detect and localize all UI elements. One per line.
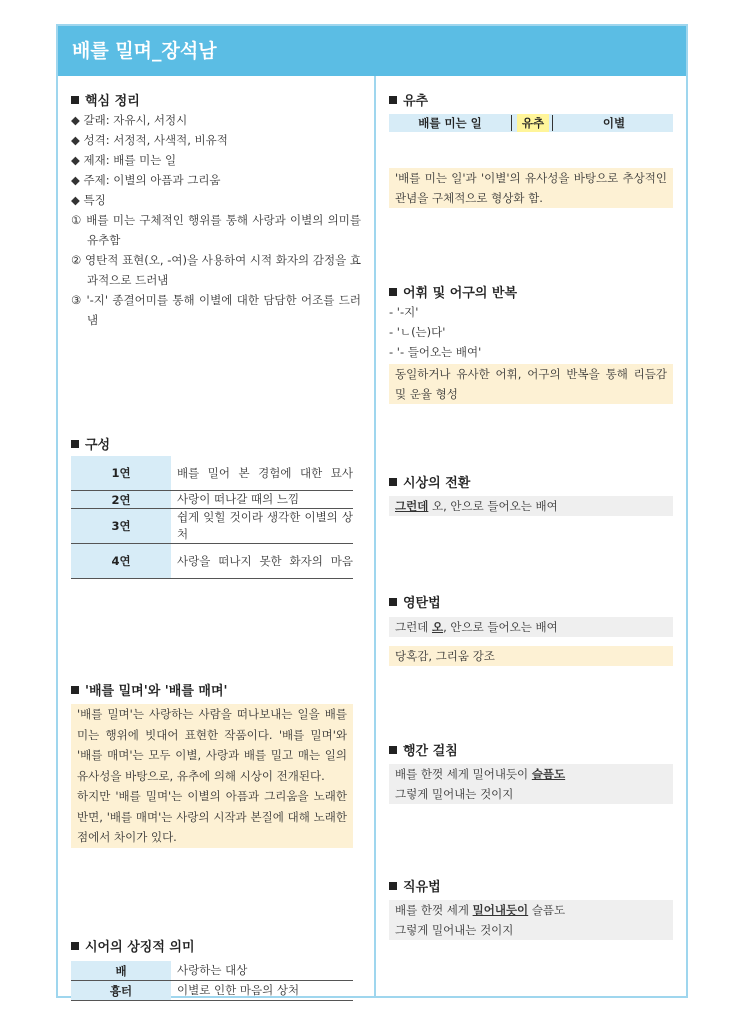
page-title: 배를 밀며_장석남 xyxy=(58,26,686,76)
table-key: 1연 xyxy=(71,456,171,491)
enjamb-keyword: 슬픔도 xyxy=(531,767,566,781)
compare-heading: '배를 밀며'와 '배를 매며' xyxy=(71,680,228,699)
compare-text-2: 하지만 '배를 밀며'는 이별의 아픔과 그리움을 노래한 반면, '배를 매며'는 사랑의 시작과 본질에 대해 노래한 점에서 차이가 있다. xyxy=(77,789,347,844)
square-bullet-icon xyxy=(389,478,397,486)
square-bullet-icon xyxy=(71,686,79,694)
analogy-bar xyxy=(389,114,673,132)
simile-line-1: 배를 한껏 세게 밀어내듯이 슬픔도 xyxy=(395,903,566,917)
core-item: ◆ 특징 xyxy=(71,193,106,207)
analogy-separator xyxy=(511,115,512,131)
shift-heading: 시상의 전환 xyxy=(389,472,470,491)
simile-heading: 직유법 xyxy=(389,876,441,895)
feature-item: ① 배를 미는 구체적인 행위를 통해 사랑과 이별의 의미를 유추함 xyxy=(71,213,361,247)
table-row xyxy=(71,456,353,491)
analogy-left: 배를 미는 일 xyxy=(418,116,482,130)
analogy-separator xyxy=(552,115,553,131)
core-item: ◆ 주제: 이별의 아픔과 그리움 xyxy=(71,173,221,187)
table-key: 흉터 xyxy=(71,981,171,1001)
page-frame xyxy=(56,24,688,998)
square-bullet-icon xyxy=(71,96,79,104)
enjamb-line-2: 그렇게 밀어내는 것이지 xyxy=(395,787,514,801)
exclaim-heading: 영탄법 xyxy=(389,592,441,611)
table-row xyxy=(71,509,353,544)
symbols-heading: 시어의 상징적 의미 xyxy=(71,936,195,955)
core-item: ◆ 성격: 서정적, 사색적, 비유적 xyxy=(71,133,228,147)
exclaim-rest: , 안으로 들어오는 배여 xyxy=(443,620,558,634)
table-row xyxy=(71,491,353,509)
square-bullet-icon xyxy=(71,440,79,448)
square-bullet-icon xyxy=(389,882,397,890)
simile-box xyxy=(389,900,673,940)
shift-box xyxy=(389,496,673,516)
table-value: 사랑하는 대상 xyxy=(171,961,353,981)
table-value: 사랑을 떠나지 못한 화자의 마음 xyxy=(171,544,353,579)
table-key: 3연 xyxy=(71,509,171,544)
table-key: 배 xyxy=(71,961,171,981)
repeat-item: - 'ㄴ(는)다' xyxy=(389,325,446,339)
feature-item: ③ '-지' 종결어미를 통해 이별에 대한 담담한 어조를 드러냄 xyxy=(71,293,361,327)
table-value: 이별로 인한 마음의 상처 xyxy=(171,981,353,1001)
square-bullet-icon xyxy=(389,746,397,754)
symbols-table xyxy=(71,961,353,1001)
column-divider xyxy=(374,76,376,996)
structure-table xyxy=(71,456,353,579)
exclaim-note: 당혹감, 그리움 강조 xyxy=(389,646,673,666)
analogy-mid: 유추 xyxy=(517,114,549,132)
table-value: 배를 밀어 본 경험에 대한 묘사 xyxy=(171,456,353,491)
repeat-list xyxy=(389,302,673,362)
exclaim-pre: 그런데 xyxy=(395,620,432,634)
table-value: 사랑이 떠나갈 때의 느낌 xyxy=(171,491,353,509)
core-item: ◆ 제재: 배를 미는 일 xyxy=(71,153,177,167)
repeat-text: 동일하거나 유사한 어휘, 어구의 반복을 통해 리듬감 및 운율 형성 xyxy=(389,364,673,404)
analogy-text: '배를 미는 일'과 '이별'의 유사성을 바탕으로 추상적인 관념을 구체적으로 형상화 함. xyxy=(389,168,673,208)
repeat-item: - '-지' xyxy=(389,305,419,319)
compare-box xyxy=(71,704,353,848)
shift-keyword: 그런데 xyxy=(395,499,429,513)
feature-item: ② 영탄적 표현(오, -여)을 사용하여 시적 화자의 감정을 효과적으로 드러냄 xyxy=(71,253,361,287)
shift-rest: 오, 안으로 들어오는 배여 xyxy=(428,499,558,513)
enjamb-heading: 행간 걸침 xyxy=(389,740,458,759)
repeat-heading: 어휘 및 어구의 반복 xyxy=(389,282,517,301)
exclaim-box xyxy=(389,617,673,637)
core-item: ◆ 갈래: 자유시, 서정시 xyxy=(71,113,188,127)
table-row xyxy=(71,981,353,1001)
square-bullet-icon xyxy=(389,598,397,606)
table-row xyxy=(71,544,353,579)
repeat-item: - '- 들어오는 배여' xyxy=(389,345,482,359)
simile-line-2: 그렇게 밀어내는 것이지 xyxy=(395,923,514,937)
exclaim-keyword: 오 xyxy=(431,620,444,634)
analogy-heading: 유추 xyxy=(389,90,428,109)
compare-text: '배를 밀며'는 사랑하는 사람을 떠나보내는 일을 배를 미는 행위에 빗대어 표현한 작품이다. '배를 밀며'와 '배를 매며'는 모두 이별, 사랑과 배를 밀고 매는 일의 유사성을 바탕으로, 유추에 의해 시상이 전개된다. xyxy=(77,707,347,783)
enjamb-box xyxy=(389,764,673,804)
enjamb-line-1: 배를 한껏 세게 밀어내듯이 슬픔도 xyxy=(395,767,566,781)
analogy-right: 이별 xyxy=(602,116,626,130)
table-key: 4연 xyxy=(71,544,171,579)
structure-heading: 구성 xyxy=(71,434,110,453)
core-list xyxy=(71,110,361,330)
square-bullet-icon xyxy=(71,942,79,950)
table-row xyxy=(71,961,353,981)
square-bullet-icon xyxy=(389,288,397,296)
square-bullet-icon xyxy=(389,96,397,104)
table-value: 쉽게 잊힐 것이라 생각한 이별의 상처 xyxy=(171,509,353,544)
table-key: 2연 xyxy=(71,491,171,509)
simile-keyword: 밀어내듯이 xyxy=(472,903,529,917)
core-heading: 핵심 정리 xyxy=(71,90,140,109)
